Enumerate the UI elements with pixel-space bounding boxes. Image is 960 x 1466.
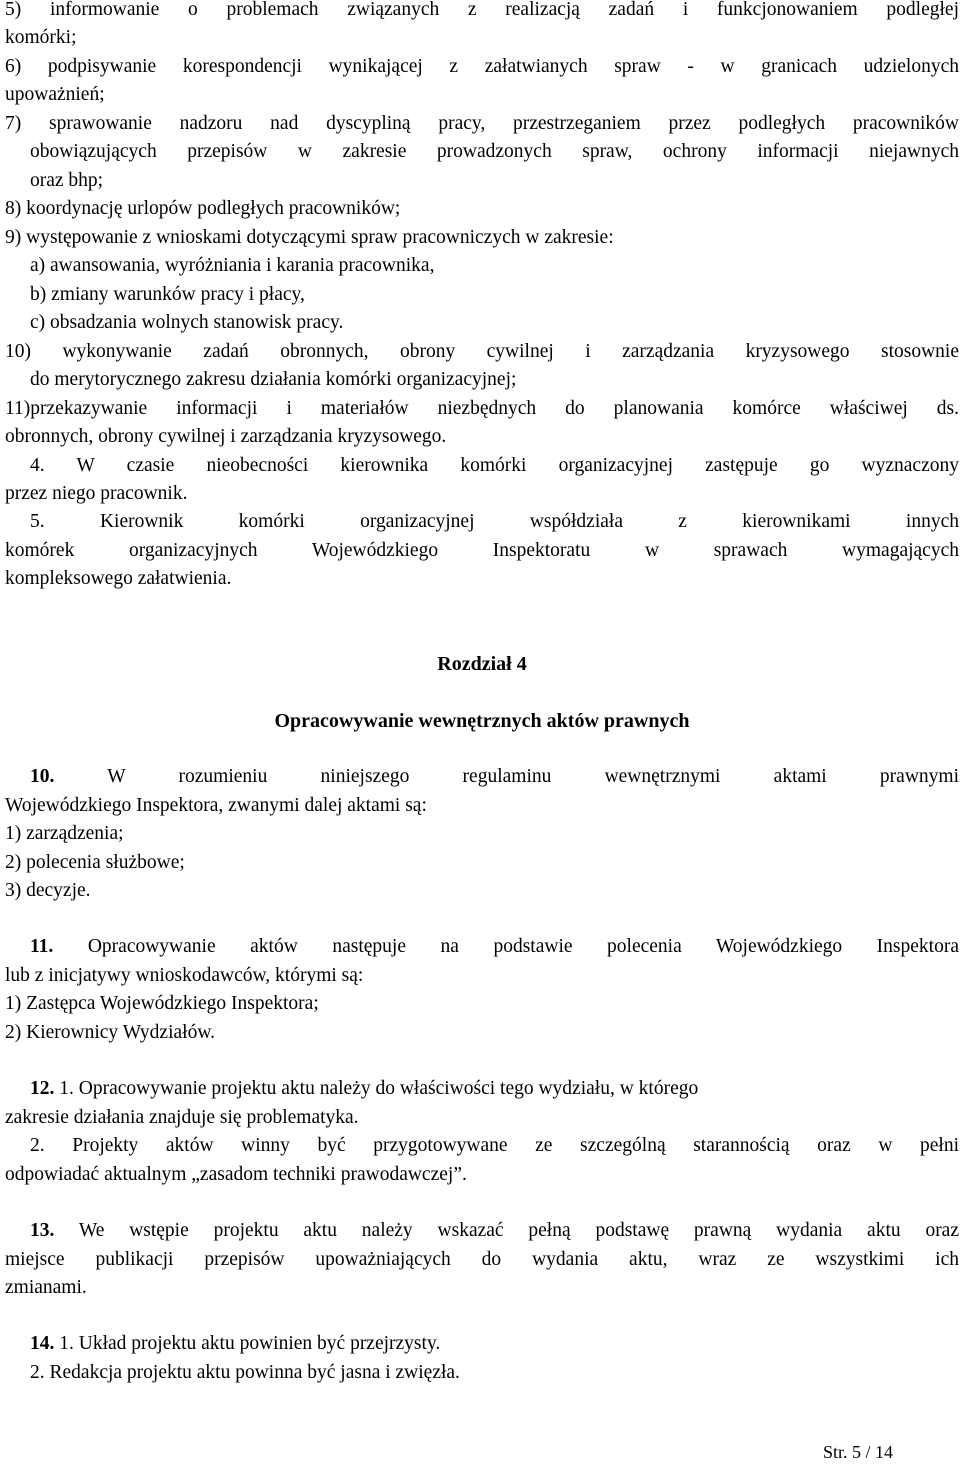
list-item: 1) zarządzenia;	[5, 823, 124, 844]
text-line: 10) wykonywanie zadań obronnych, obrony cywilnej i zarządzania kryzysowego stosownie	[5, 341, 959, 362]
text-line: komórek organizacyjnych Wojewódzkiego Inspektoratu w sprawach wymagających	[5, 540, 959, 561]
section-text: 1. Układ projektu aktu powinien być przejrzysty.	[59, 1333, 441, 1354]
section-number: 11.	[30, 936, 54, 957]
section-text: 1. Opracowywanie projektu aktu należy do właściwości tego wydziału, w którego	[59, 1078, 699, 1099]
text-line: do merytorycznego zakresu działania komórki organizacyjnej;	[30, 369, 517, 390]
list-item: 3) decyzje.	[5, 880, 91, 901]
list-item: 2) polecenia służbowe;	[5, 852, 185, 873]
section-text: We wstępie projektu aktu należy wskazać pełną podstawę prawną wydania aktu oraz	[78, 1220, 959, 1241]
text-line: kompleksowego załatwienia.	[5, 568, 232, 589]
text-line: 2. Redakcja projektu aktu powinna być jasna i zwięzła.	[30, 1362, 460, 1383]
text-line: miejsce publikacji przepisów upoważniających do wydania aktu, wraz ze wszystkimi ich	[5, 1249, 959, 1270]
text-line: c) obsadzania wolnych stanowisk pracy.	[30, 312, 344, 333]
text-line: przez niego pracownik.	[5, 483, 188, 504]
text-line: 2. Projekty aktów winny być przygotowywane ze szczególną starannością oraz w pełni	[30, 1135, 959, 1156]
text-line: lub z inicjatywy wnioskodawców, którymi są:	[5, 965, 364, 986]
page-number: Str. 5 / 14	[822, 1442, 893, 1462]
section-11-line	[30, 933, 959, 961]
section-14-line	[30, 1330, 440, 1358]
text-line: obowiązujących przepisów w zakresie prowadzonych spraw, ochrony informacji niejawnych	[30, 141, 959, 162]
text-line: 9) występowanie z wnioskami dotyczącymi spraw pracowniczych w zakresie:	[5, 227, 614, 248]
section-10-line	[30, 763, 959, 791]
section-text: Opracowywanie aktów następuje na podstawie polecenia Wojewódzkiego Inspektora	[87, 936, 959, 957]
text-line: 8) koordynację urlopów podległych pracowników;	[5, 198, 401, 219]
text-line: 4. W czasie nieobecności kierownika komórki organizacyjnej zastępuje go wyznaczony	[30, 455, 959, 476]
text-line: 5. Kierownik komórki organizacyjnej współdziała z kierownikami innych	[30, 511, 959, 532]
text-line: 5) informowanie o problemach związanych z realizacją zadań i funkcjonowaniem podległej	[5, 0, 959, 20]
text-line: upoważnień;	[5, 84, 105, 105]
text-line: obronnych, obrony cywilnej i zarządzania kryzysowego.	[5, 426, 447, 447]
text-line: Wojewódzkiego Inspektora, zwanymi dalej aktami są:	[5, 795, 427, 816]
section-13-line	[30, 1217, 959, 1245]
section-12-line	[30, 1075, 698, 1103]
text-line: zmianami.	[5, 1277, 87, 1298]
section-number: 13.	[30, 1220, 55, 1241]
text-line: b) zmiany warunków pracy i płacy,	[30, 284, 305, 305]
chapter-subtitle: Opracowywanie wewnętrznych aktów prawnych	[274, 710, 690, 732]
section-number: 14.	[30, 1333, 55, 1354]
text-line: oraz bhp;	[30, 170, 104, 191]
chapter-title: Rozdział 4	[437, 653, 527, 675]
section-number: 10.	[30, 766, 55, 787]
list-item: 1) Zastępca Wojewódzkiego Inspektora;	[5, 993, 319, 1014]
text-line: 7) sprawowanie nadzoru nad dyscypliną pracy, przestrzeganiem przez podległych pracowników	[5, 113, 959, 134]
text-line: komórki;	[5, 27, 77, 48]
section-text: W rozumieniu niniejszego regulaminu wewnętrznymi aktami prawnymi	[107, 766, 960, 787]
text-line: 11)przekazywanie informacji i materiałów niezbędnych do planowania komórce właściwej ds.	[5, 398, 959, 419]
list-item: 2) Kierownicy Wydziałów.	[5, 1022, 216, 1043]
text-line: odpowiadać aktualnym „zasadom techniki prawodawczej”.	[5, 1164, 467, 1185]
section-number: 12.	[30, 1078, 55, 1099]
text-line: a) awansowania, wyróżniania i karania pracownika,	[30, 255, 435, 276]
text-line: zakresie działania znajduje się problematyka.	[5, 1107, 359, 1128]
text-line: 6) podpisywanie korespondencji wynikającej z załatwianych spraw - w granicach udzielonych	[5, 56, 959, 77]
